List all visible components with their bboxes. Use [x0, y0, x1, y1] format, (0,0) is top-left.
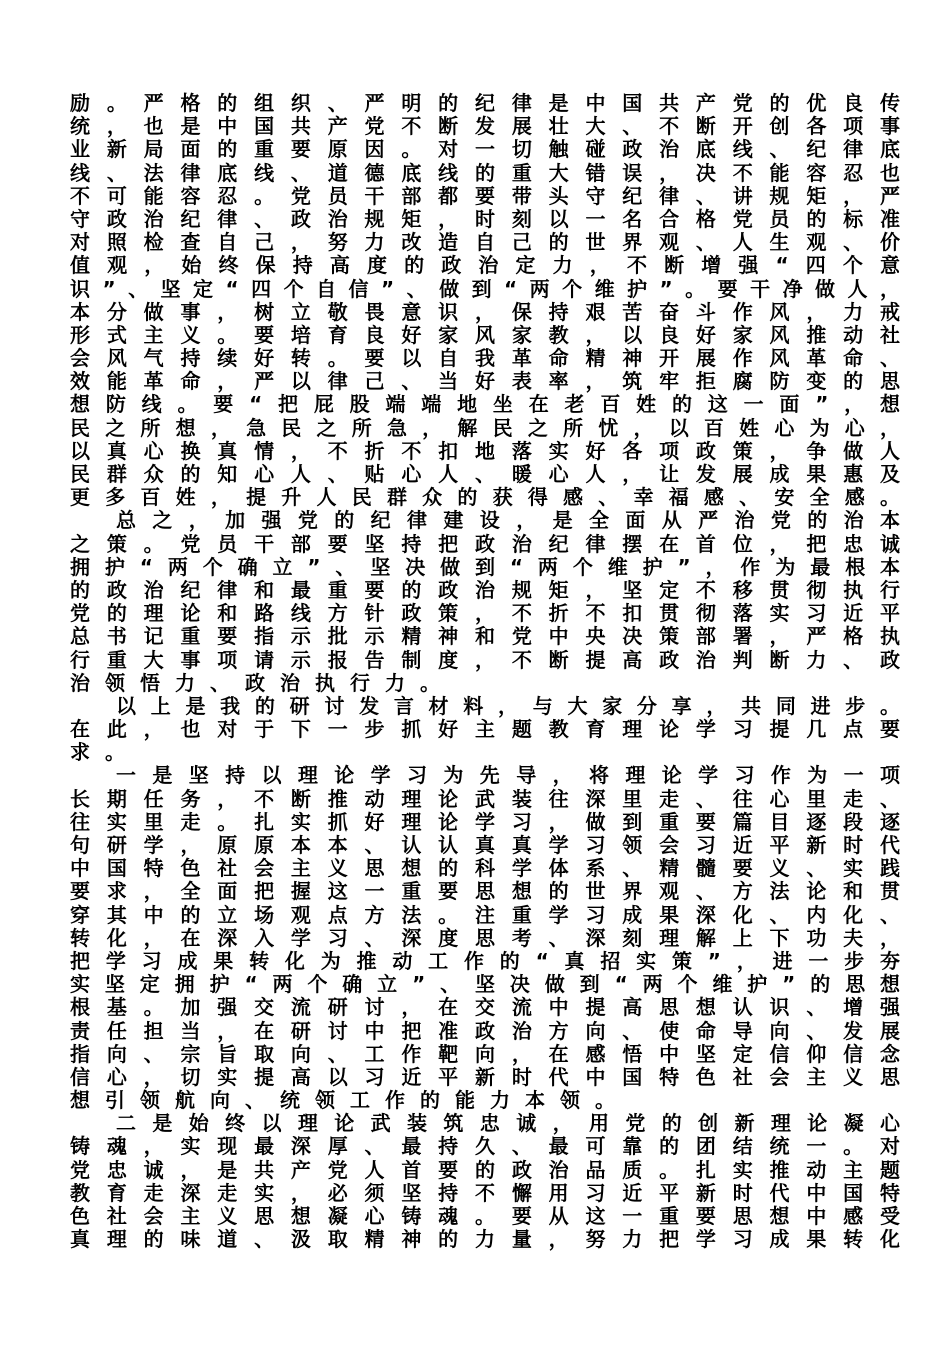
text-line: 行重大事项请示报告制度，不断提高政治判断力、政: [70, 647, 900, 672]
text-line: 句研学，原原本本、认认真真学习领会习近平新时代: [70, 833, 900, 857]
text-line: 二是始终以理论武装筑忠诚，用党的创新理论凝心: [116, 1111, 900, 1136]
text-line: 会风气持续好转。要以自我革命精神开展作风革命、: [70, 346, 900, 371]
text-line: 总之，加强党的纪律建设，是全面从严治党的治本: [116, 508, 900, 533]
text-line: 对照检查自己，努力改造自己的世界观、人生观、价: [70, 230, 900, 255]
text-line: 线、法律底线、道德底线的重大错误，决不能容忍也: [70, 160, 900, 185]
text-line: 要求，全面把握这一重要思想的世界观、方法论和贯: [70, 879, 900, 904]
text-line: 一是坚持以理论学习为先导，将理论学习作为一项: [116, 763, 900, 788]
paragraph: [70, 695, 900, 765]
text-line: 以真心换真情，不折不扣地落实好各项政策，争做人: [70, 438, 900, 463]
text-line: 形式主义。要培育良好家风家教，以良好家风推动社: [70, 322, 900, 347]
text-line: 长期任务，不断推动理论武装往深里走、往心里走、: [70, 786, 900, 811]
text-line: 往实里走。扎实抓好理论学习，做到重要篇目逐段逐: [70, 809, 900, 834]
text-line: 根基。加强交流研讨，在交流中提高思想认识、增强: [70, 995, 900, 1020]
paragraph: [70, 92, 900, 509]
text-line: 本分做事，树立敬畏意识，保持艰苦奋斗作风，力戒: [70, 299, 900, 324]
document-body: [70, 92, 900, 1251]
text-line: 效能革命，严以律己、当好表率，筑牢拒腐防变的思: [70, 369, 900, 394]
text-line: 想引领航向、统领工作的能力本领。: [70, 1088, 630, 1113]
text-line: 以上是我的研讨发言材料，与大家分享，共同进步。: [116, 693, 900, 718]
text-line: 治领悟力、政治执行力。: [70, 670, 455, 695]
text-line: 党的理论和路线方针政策，不折不扣贯彻落实习近平: [70, 601, 900, 626]
text-line: 统，也是中国共产党不断发展壮大、不断开创各项事: [70, 114, 900, 139]
text-line: 民之所想，急民之所急，解民之所忧，以百姓心为心，: [70, 415, 900, 440]
text-line: 拥护“两个确立”、坚决做到“两个维护”，作为最根本: [70, 554, 900, 579]
text-line: 业新局面的重要原因。对一切触碰政治底线、纪律底: [70, 137, 900, 162]
text-line: 色社会主义思想凝心铸魂。要从这一重要思想中感受: [70, 1204, 900, 1228]
text-line: 之策。党员干部要坚持把政治纪律摆在首位，把忠诚: [70, 531, 900, 556]
text-line: 不可能容忍。党员干部都要带头守纪律、讲规矩，严: [70, 183, 900, 208]
text-line: 中国特色社会主义思想的科学体系、精髓要义、实践: [70, 856, 900, 881]
paragraph: [70, 509, 900, 695]
text-line: 在此，也对于下一步抓好主题教育理论学习提几点要: [70, 717, 900, 742]
text-line: 穿其中的立场观点方法。注重学习成果深化、内化、: [70, 902, 900, 927]
text-line: 实坚定拥护“两个确立”、坚决做到“两个维护”的思想: [70, 972, 900, 997]
text-line: 教育走深走实，必须坚持不懈用习近平新时代中国特: [70, 1180, 900, 1205]
text-line: 真理的味道、汲取精神的力量，努力把学习成果转化: [70, 1227, 900, 1252]
text-line: 的政治纪律和最重要的政治规矩，坚定不移贯彻执行: [70, 577, 900, 602]
text-line: 党忠诚，是共产党人首要的政治品质。扎实推动主题: [70, 1157, 900, 1182]
paragraph: [70, 764, 900, 1112]
text-line: 信心，切实提高以习近平新时代中国特色社会主义思: [70, 1064, 900, 1089]
text-line: 铸魂，实现最深厚、最持久、最可靠的团结统一。对: [70, 1134, 900, 1159]
text-line: 求。: [70, 740, 140, 765]
text-line: 民群众的知心人、贴心人、暖心人，让发展成果惠及: [70, 462, 900, 486]
text-line: 值观，始终保持高度的政治定力，不断增强“四个意: [70, 253, 900, 278]
text-line: 更多百姓，提升人民群众的获得感、幸福感、安全感。: [70, 485, 900, 510]
text-line: 想防线。要“把屁股端端地坐在老百姓的这一面”，想: [70, 392, 900, 417]
text-line: 总书记重要指示批示精神和党中央决策部署，严格执: [70, 624, 900, 649]
text-line: 励。严格的组织、严明的纪律是中国共产党的优良传: [70, 91, 900, 115]
paragraph: [70, 1112, 900, 1251]
text-line: 转化，在深入学习、深度思考、深刻理解上下功夫，: [70, 925, 900, 950]
text-line: 指向、宗旨取向、工作靶向，在感悟中坚定信仰信念: [70, 1041, 900, 1066]
text-line: 责任担当，在研讨中把准政治方向、使命导向、发展: [70, 1018, 900, 1043]
text-line: 守政治纪律、政治规矩，时刻以一名合格党员的标准: [70, 206, 900, 231]
text-line: 识”、坚定“四个自信”、做到“两个维护”。要干净做人，: [70, 276, 900, 301]
text-line: 把学习成果转化为推动工作的“真招实策”，进一步夯: [70, 948, 900, 973]
